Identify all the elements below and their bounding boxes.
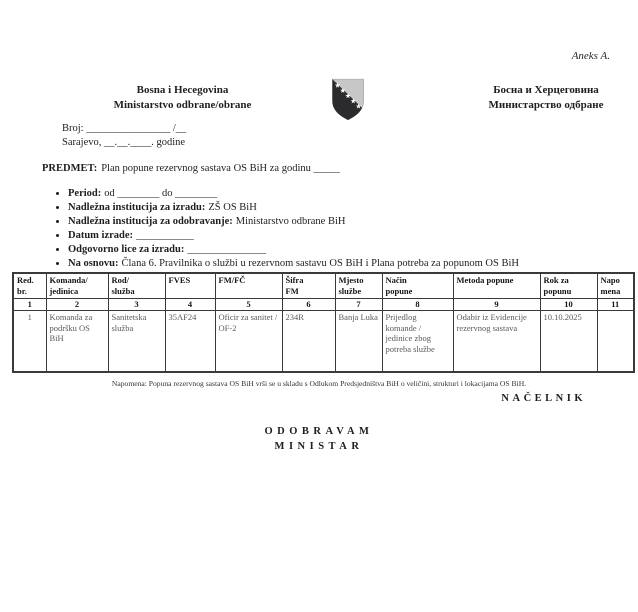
letterhead-left-line2: Ministarstvo odbrane/obrane	[113, 99, 252, 112]
detail-item-odgovorno-lice	[68, 244, 602, 257]
annex-label: Aneks A.	[571, 50, 610, 62]
cell-rok-za-popunu: 10.10.2025	[540, 310, 597, 372]
detail-item-institucija-izrada	[68, 202, 602, 215]
detail-value: Ministarstvo odbrane BiH	[235, 215, 346, 227]
detail-value: Člana 6. Pravilnika o službi u rezervnom sastavu OS BiH i Plana potreba za popunom OS BiH	[121, 257, 519, 269]
reference-block	[62, 122, 186, 150]
letterhead-left-line1: Bosna i Hecegovina	[136, 84, 229, 96]
detail-value: ___________	[136, 229, 194, 241]
table-row	[13, 310, 634, 372]
col-number: 5	[215, 298, 282, 310]
col-header-rod-sluzba: Rod/ služba	[108, 273, 165, 298]
letterhead-right	[466, 83, 626, 114]
detail-label: Nadležna institucija za izradu:	[68, 201, 206, 213]
col-number: 10	[540, 298, 597, 310]
footnote: Napomena: Popuna rezervnog sastava OS BiH vrši se u skladu s Odlukom Predsjedništva BiH o veličini, strukturi i lokacijama OS BiH.	[111, 379, 527, 388]
col-header-komanda-jedinica: Komanda/ jedinica	[46, 273, 108, 298]
cell-komanda-jedinica: Komanda za podršku OS BiH	[46, 310, 108, 372]
detail-label: Nadležna institucija za odobravanje:	[68, 215, 233, 227]
col-number: 9	[453, 298, 540, 310]
subject-label: PREDMET:	[42, 163, 98, 174]
cell-rod-sluzba: Sanitetska služba	[108, 310, 165, 372]
detail-value: od ________ do ________	[104, 188, 218, 199]
reference-number-line	[62, 122, 186, 136]
detail-label: Period:	[68, 188, 102, 199]
col-header-mjesto-sluzbe: Mjesto službe	[335, 273, 382, 298]
col-number: 4	[165, 298, 215, 310]
col-number: 7	[335, 298, 382, 310]
bih-coat-of-arms-icon	[329, 77, 367, 121]
col-number: 11	[597, 298, 634, 310]
cell-red-br: 1	[13, 310, 46, 372]
approval-signature-block	[0, 425, 638, 454]
broj-blank: ________________ /__	[86, 123, 187, 134]
col-header-fves: FVES	[165, 273, 215, 298]
detail-item-na-osnovu	[68, 258, 602, 271]
cell-napomena	[597, 310, 634, 372]
approval-line2: MINISTAR	[274, 440, 364, 452]
col-header-metoda-popune: Metoda popune	[453, 273, 540, 298]
col-number: 2	[46, 298, 108, 310]
table-header-row	[13, 273, 634, 298]
letterhead-left	[60, 83, 305, 114]
col-number: 3	[108, 298, 165, 310]
details-list	[42, 188, 602, 271]
letterhead-right-line1: Босна и Херцеговина	[493, 84, 599, 96]
col-number: 1	[13, 298, 46, 310]
col-number: 8	[382, 298, 453, 310]
col-header-sifra-fm: Šifra FM	[282, 273, 335, 298]
plan-popune-table	[12, 272, 635, 373]
broj-label: Broj:	[62, 123, 84, 134]
cell-fves: 35AF24	[165, 310, 215, 372]
approval-line1: ODOBRAVAM	[264, 426, 374, 437]
col-header-red-br: Red. br.	[13, 273, 46, 298]
col-header-napomena: Napo mena	[597, 273, 634, 298]
detail-value: ZŠ OS BiH	[208, 201, 257, 213]
detail-value: _______________	[187, 243, 267, 255]
col-header-rok-za-popunu: Rok za popunu	[540, 273, 597, 298]
column-number-row	[13, 298, 634, 310]
letterhead-right-line2: Министарство одбране	[488, 99, 604, 112]
detail-item-period	[68, 188, 602, 201]
detail-item-institucija-odobravanje	[68, 216, 602, 229]
col-header-fm-fc: FM/FČ	[215, 273, 282, 298]
cell-sifra-fm: 234R	[282, 310, 335, 372]
detail-label: Datum izrade:	[68, 229, 134, 241]
col-header-nacin-popune: Način popune	[382, 273, 453, 298]
cell-metoda-popune: Odabir iz Evidencije rezervnog sastava	[453, 310, 540, 372]
detail-label: Na osnovu:	[68, 257, 119, 269]
detail-item-datum-izrade	[68, 230, 602, 243]
col-number: 6	[282, 298, 335, 310]
cell-nacin-popune: Prijedlog komande / jedinice zbog potreba službe	[382, 310, 453, 372]
cell-mjesto-sluzbe: Banja Luka	[335, 310, 382, 372]
detail-label: Odgovorno lice za izradu:	[68, 243, 185, 255]
cell-fm-fc: Oficir za sanitet / OF-2	[215, 310, 282, 372]
subject-line	[42, 163, 340, 174]
chief-signature-title: NAČELNIK	[501, 393, 586, 404]
place-date-line: Sarajevo, __.__.____. godine	[62, 136, 186, 148]
subject-text: Plan popune rezervnog sastava OS BiH za godinu _____	[101, 163, 340, 174]
